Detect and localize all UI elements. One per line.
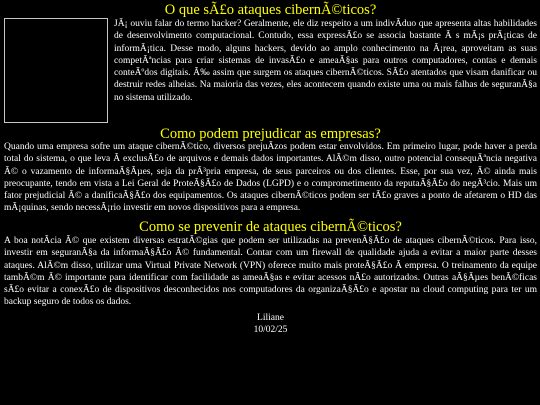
section-paragraph-attacks: JÃ¡ ouviu falar do termo hacker? Geralmente, ele diz respeito a um indivÃduo que apresenta altas habilidades de desenvolvimento computacional. Contudo, essa expressÃ£o se associa bastante Ã s mÃ¡s prÃ¡ticas de informÃ¡tica. Desse modo, alguns hackers, devido ao amplo conhecimento na Ã¡rea, aproveitam as suas competÃªncias para criar sistemas de invasÃ£o e ameaÃ§as para outros computadores, contas e demais conteÃºdos digitais. Ã‰ assim que surgem os ataques cibernÃ©ticos. SÃ£o atentados que visam danificar ou destruir redes alheias. Na maioria das vezes, eles acontecem quando existe uma ou mais falhas de seguranÃ§a no sistema utilizado.	[114, 19, 537, 103]
section-title-harm: Como podem prejudicar as empresas?	[160, 126, 381, 142]
author-name: Liliane	[257, 313, 284, 323]
signature-date: 10/02/25	[253, 325, 288, 336]
broken-image	[4, 18, 108, 123]
section-paragraph-harm: Quando uma empresa sofre um ataque cibernÃ©tico, diversos prejuÃzos podem estar envolvidos. Em primeiro lugar, pode haver a perda total do sistema, o que leva Ã exclusÃ£o de arquivos e demais dados importantes. AlÃ©m disso, outro potencial consequÃªncia negativa Ã© o vazamento de informaÃ§Ãµes, seja da prÃ³pria empresa, de seus parceiros ou dos clientes. Esse, por sua vez, Ã© ainda mais preocupante, tendo em vista a Lei Geral de ProteÃ§Ã£o de Dados (LGPD) e o comprometimento da reputaÃ§Ã£o do negÃ³cio. Mais um fator prejudicial Ã© a danificaÃ§Ã£o dos equipamentos. Os ataques cibernÃ©ticos podem ser tÃ£o graves a ponto de afetarem o HD das mÃ¡quinas, sendo necessÃ¡rio investir em novos dispositivos para a empresa.	[4, 142, 537, 214]
section-title-attacks: O que sÃ£o ataques cibernÃ©ticos?	[164, 2, 377, 18]
signature	[4, 312, 537, 337]
section-title-prevention: Como se prevenir de ataques cibernÃ©ticos?	[139, 219, 402, 235]
section-paragraph-prevention: A boa notÃcia Ã© que existem diversas estratÃ©gias que podem ser utilizadas na prevenÃ§Ã£o de ataques cibernÃ©ticos. Para isso, investir em seguranÃ§a da informaÃ§Ã£o Ã© fundamental. Contar com um firewall de qualidade ajuda a evitar a maior parte desses ataques. AlÃ©m disso, utilizar uma Virtual Private Network (VPN) oferece muito mais proteÃ§Ã£o Ã empresa. O treinamento da equipe tambÃ©m Ã© importante para identificar com facilidade as ameaÃ§as e evitar acessos nÃ£o autorizados. Outras aÃ§Ãµes benÃ©ficas sÃ£o evitar a conexÃ£o de dispositivos desconhecidos nos computadores da organizaÃ§Ã£o e apostar na cloud computing para ter um backup seguro de todos os dados.	[4, 236, 537, 308]
